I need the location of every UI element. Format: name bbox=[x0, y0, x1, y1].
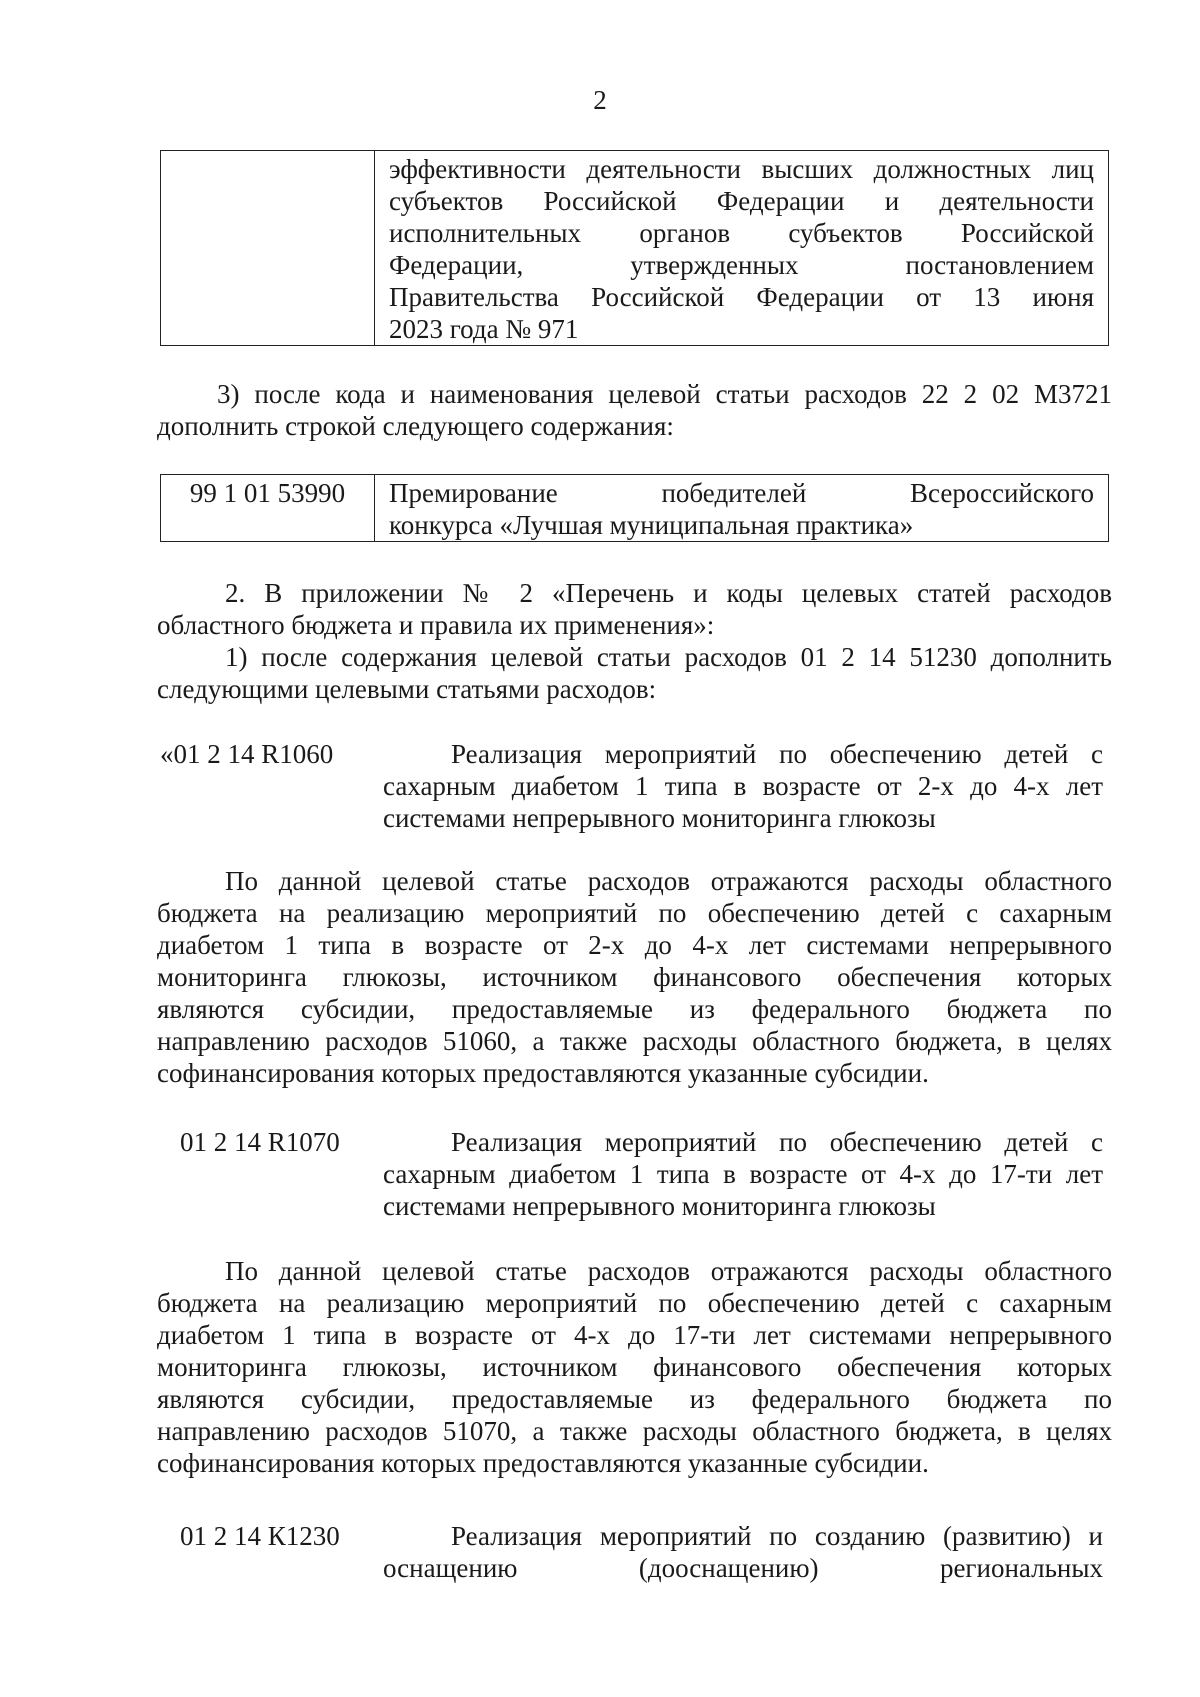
table-description-cell bbox=[375, 151, 1109, 346]
entry-title-line: сахарным диабетом 1 типа в возрасте от 2-х до 4-х лет bbox=[383, 771, 1103, 801]
table-code-cell bbox=[161, 151, 375, 346]
paragraph-line: являются субсидии, предоставляемые из федерального бюджета по bbox=[157, 994, 1112, 1024]
paragraph-line: направлению расходов 51060, а также расходы областного бюджета, в целях bbox=[157, 1026, 1112, 1056]
paragraph-line: мониторинга глюкозы, источником финансового обеспечения которых bbox=[157, 962, 1112, 992]
entry-description bbox=[157, 1255, 1112, 1479]
paragraph-line: диабетом 1 типа в возрасте от 2-х до 4-х лет системами непрерывного bbox=[157, 930, 1112, 960]
paragraph-line: софинансирования которых предоставляются указанные субсидии. bbox=[157, 1058, 929, 1088]
entry-title bbox=[383, 1126, 1103, 1222]
paragraph-line: бюджета на реализацию мероприятий по обеспечению детей с сахарным bbox=[157, 1288, 1112, 1318]
paragraph-line: 1) после содержания целевой статьи расходов 01 2 14 51230 дополнить bbox=[225, 642, 1112, 672]
entry-code: 01 2 14 К1230 bbox=[180, 1521, 340, 1551]
entry-title-line: сахарным диабетом 1 типа в возрасте от 4-х до 17-ти лет bbox=[383, 1159, 1103, 1189]
table-line: 2023 года № 971 bbox=[389, 314, 579, 344]
table-description-cell bbox=[375, 475, 1109, 542]
new-row-table bbox=[160, 474, 1109, 542]
entry-title-line: системами непрерывного мониторинга глюкозы bbox=[383, 1191, 936, 1221]
entry-title-line: системами непрерывного мониторинга глюкозы bbox=[383, 803, 936, 833]
entry-title-line: Реализация мероприятий по обеспечению детей с bbox=[451, 1127, 1103, 1157]
entry-code: 01 2 14 R1070 bbox=[180, 1127, 340, 1157]
paragraph-line: областного бюджета и правила их применения»: bbox=[157, 610, 715, 640]
paragraph-line: следующими целевыми статьями расходов: bbox=[157, 674, 657, 704]
paragraph-line: По данной целевой статье расходов отражаются расходы областного bbox=[225, 1256, 1112, 1286]
paragraph-line: 3) после кода и наименования целевой статьи расходов 22 2 02 М3721 bbox=[217, 379, 1112, 409]
paragraph-line: мониторинга глюкозы, источником финансового обеспечения которых bbox=[157, 1352, 1112, 1382]
page-number: 2 bbox=[593, 85, 607, 115]
table-line: конкурса «Лучшая муниципальная практика» bbox=[389, 510, 914, 540]
paragraph-line: По данной целевой статье расходов отражаются расходы областного bbox=[225, 866, 1112, 896]
paragraph-line: софинансирования которых предоставляются указанные субсидии. bbox=[157, 1448, 929, 1478]
entry-title bbox=[383, 1520, 1103, 1584]
table-line: эффективности деятельности высших должностных лиц bbox=[389, 154, 1094, 184]
item-3-paragraph bbox=[157, 378, 1112, 442]
entry-description bbox=[157, 865, 1112, 1089]
section-2-paragraph bbox=[157, 577, 1112, 641]
paragraph-line: бюджета на реализацию мероприятий по обеспечению детей с сахарным bbox=[157, 898, 1112, 928]
entry-title-line: Реализация мероприятий по обеспечению детей с bbox=[451, 739, 1103, 769]
item-1-paragraph bbox=[157, 641, 1112, 705]
paragraph-line: являются субсидии, предоставляемые из федерального бюджета по bbox=[157, 1384, 1112, 1414]
target-items-table-continued bbox=[160, 150, 1109, 346]
paragraph-line: направлению расходов 51070, а также расходы областного бюджета, в целях bbox=[157, 1416, 1112, 1446]
entry-code: «01 2 14 R1060 bbox=[160, 739, 334, 769]
table-line: Федерации, утвержденных постановлением bbox=[389, 250, 1094, 280]
paragraph-line: диабетом 1 типа в возрасте от 4-х до 17-ти лет системами непрерывного bbox=[157, 1320, 1112, 1350]
entry-title bbox=[383, 738, 1103, 834]
entry-title-line: Реализация мероприятий по созданию (развитию) и bbox=[451, 1521, 1103, 1551]
table-code-cell: 99 1 01 53990 bbox=[161, 475, 375, 542]
table-line: Премирование победителей Всероссийского bbox=[389, 478, 1094, 508]
table-line: Правительства Российской Федерации от 13 июня bbox=[389, 282, 1094, 312]
entry-title-line: оснащению (дооснащению) региональных bbox=[383, 1553, 1103, 1583]
table-line: исполнительных органов субъектов Российской bbox=[389, 218, 1094, 248]
paragraph-line: 2. В приложении № 2 «Перечень и коды целевых статей расходов bbox=[225, 578, 1112, 608]
table-line: субъектов Российской Федерации и деятельности bbox=[389, 186, 1094, 216]
paragraph-line: дополнить строкой следующего содержания: bbox=[157, 411, 674, 441]
